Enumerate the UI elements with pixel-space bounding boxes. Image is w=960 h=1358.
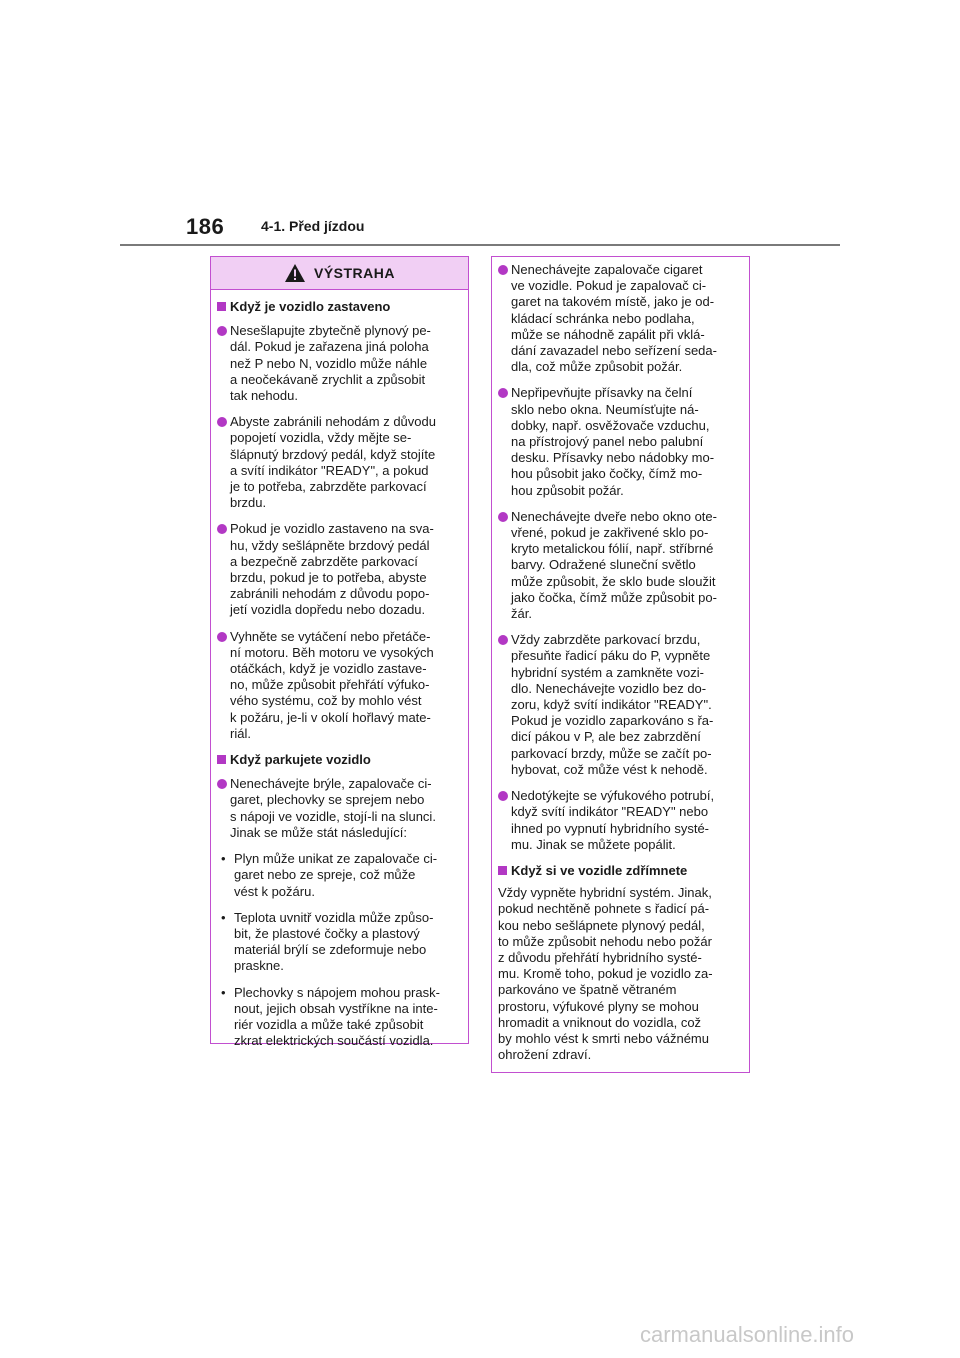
warning-content-right	[492, 257, 749, 1063]
list-item-text: Vždy zabrzděte parkovací brzdu, přesuňte řadicí páku do P, vypněte hybridní systém a zamkněte vozi- dlo. Nenechávejte vozidlo bez do- zoru, když svítí indikátor "READY". Pokud je vozidlo zaparkováno s řa- dicí pákou v P, ale bez zabrzdění parkovací brzdy, může se začít po- hybovat, což může vést k nehodě.	[511, 632, 714, 777]
page-header	[0, 0, 960, 260]
warning-content-left	[211, 290, 468, 1049]
header-rule	[120, 244, 840, 246]
square-bullet-icon	[498, 866, 507, 875]
square-bullet-icon	[217, 302, 226, 311]
watermark: carmanualsonline.info	[640, 1322, 855, 1347]
list-item-text: Nenechávejte dveře nebo okno ote- vřené, pokud je zakřivené sklo po- kryto metalickou fólií, např. stříbrné barvy. Odražené sluneční světlo může způsobit, že sklo bude sloužit jako čočka, čímž může způsobit po- žár.	[511, 508, 717, 622]
paragraph: Vždy vypněte hybridní systém. Jinak, pokud nechtěně pohnete s řadicí pá- kou nebo sešlápnete plynový pedál, to může způsobit nehodu nebo požár z důvodu přehřátí hybridního systé- mu. Kromě toho, pokud je vozidlo za- parkováno ve špatně větraném prostoru, výfukové plyny se mohou hromadit a vniknout do vozidla, což by mohlo vést k smrti nebo vážnému ohrožení zdraví.	[498, 885, 713, 1063]
round-bullet-icon	[217, 779, 227, 789]
list-item-text: Nesešlapujte zbytečně plynový pe- dál. Pokud je zařazena jiná poloha než P nebo N, vozidlo může náhle a neočekávaně zrychlit a způsobit tak nehodu.	[230, 323, 431, 404]
warning-triangle-icon	[284, 263, 306, 283]
round-bullet-icon	[217, 632, 227, 642]
section-title: 4-1. Před jízdou	[261, 218, 365, 234]
sub-bullet-text: Teplota uvnitř vozidla může způso- bit, že plastové čočky a plastový materiál brýlí se zdeformuje nebo praskne.	[234, 909, 434, 974]
round-bullet-icon	[498, 635, 508, 645]
subheading-stopped	[217, 299, 463, 315]
list-item	[498, 385, 744, 498]
list-item-text: Nepřipevňujte přísavky na čelní sklo nebo okna. Neumísťujte ná- dobky, např. osvěžovače vzduchu, na přístrojový panel nebo palubní desku. Přísavky nebo nádobky mo- hou působit jako čočky, čímž mo- hou způsobit požár.	[511, 385, 715, 498]
list-item	[498, 262, 744, 375]
list-item	[217, 776, 463, 841]
list-item	[217, 323, 463, 404]
round-bullet-icon	[498, 512, 508, 522]
warning-box-right	[491, 256, 750, 1073]
list-item-text: Nedotýkejte se výfukového potrubí, když svítí indikátor "READY" nebo ihned po vypnutí hybridního systé- mu. Jinak se můžete popálit.	[511, 788, 715, 852]
small-bullet-icon: •	[221, 851, 226, 867]
sub-bullet-text: Plechovky s nápojem mohou prask- nout, jejich obsah vystříkne na inte- riér vozidla a může také způsobit zkrat elektrických součástí vozidla.	[234, 984, 440, 1049]
sub-bullet-item	[217, 985, 463, 1050]
sub-bullet-text: Plyn může unikat ze zapalovače ci- garet nebo ze spreje, což může vést k požáru.	[234, 851, 438, 899]
list-item	[498, 788, 744, 853]
warning-header	[211, 257, 468, 290]
subheading-text: Když je vozidlo zastaveno	[230, 299, 391, 314]
subheading-napping	[498, 863, 744, 879]
round-bullet-icon	[217, 417, 227, 427]
subheading-text: Když parkujete vozidlo	[230, 752, 371, 768]
list-item	[217, 414, 463, 511]
list-item-text: Abyste zabránili nehodám z důvodu popojetí vozidla, vždy mějte se- šlápnutý brzdový pedál, když stojíte a svítí indikátor "READY", a pokud je to potřeba, zabrzděte parkovací brzdu.	[230, 414, 436, 511]
list-item-text: Vyhněte se vytáčení nebo přetáče- ní motoru. Běh motoru ve vysokých otáčkách, když je vozidlo zastave- no, může způsobit přehřátí výfuko- vého systému, což by mohlo vést k požáru, je-li v okolí hořlavý mate- riál.	[230, 628, 434, 741]
list-item	[217, 629, 463, 742]
round-bullet-icon	[498, 265, 508, 275]
subheading-text: Když si ve vozidle zdřímnete	[511, 862, 688, 878]
sub-bullet-item	[217, 910, 463, 975]
list-item	[217, 521, 463, 618]
list-item	[498, 632, 744, 778]
subheading-parking	[217, 752, 463, 768]
warning-box-left	[210, 256, 469, 1049]
small-bullet-icon: •	[221, 909, 226, 925]
sub-bullet-item	[217, 851, 463, 900]
round-bullet-icon	[217, 524, 227, 534]
round-bullet-icon	[498, 791, 508, 801]
list-item-text: Nenechávejte brýle, zapalovače ci- garet, plechovky se sprejem nebo s nápoji ve vozidle, stojí-li na slunci. Jinak se může stát následující:	[230, 776, 436, 840]
small-bullet-icon: •	[221, 984, 226, 1000]
round-bullet-icon	[217, 326, 227, 336]
list-item-text: Pokud je vozidlo zastaveno na sva- hu, vždy sešlápněte brzdový pedál a bezpečně zabrzděte parkovací brzdu, pokud je to potřeba, abyste zabránili nehodám z důvodu popo- jetí vozidla dopředu nebo dozadu.	[230, 521, 434, 618]
round-bullet-icon	[498, 388, 508, 398]
warning-title: VÝSTRAHA	[313, 265, 395, 281]
page-number: 186	[186, 214, 225, 239]
square-bullet-icon	[217, 755, 226, 764]
list-item	[498, 509, 744, 622]
list-item-text: Nenechávejte zapalovače cigaret ve vozidle. Pokud je zapalovač ci- garet na takovém místě, jako je od- kládací schránka nebo podlaha, může se náhodně zapálit při vklá- dání zavazadel nebo seřízení seda- dla, což může způsobit požár.	[511, 262, 717, 375]
